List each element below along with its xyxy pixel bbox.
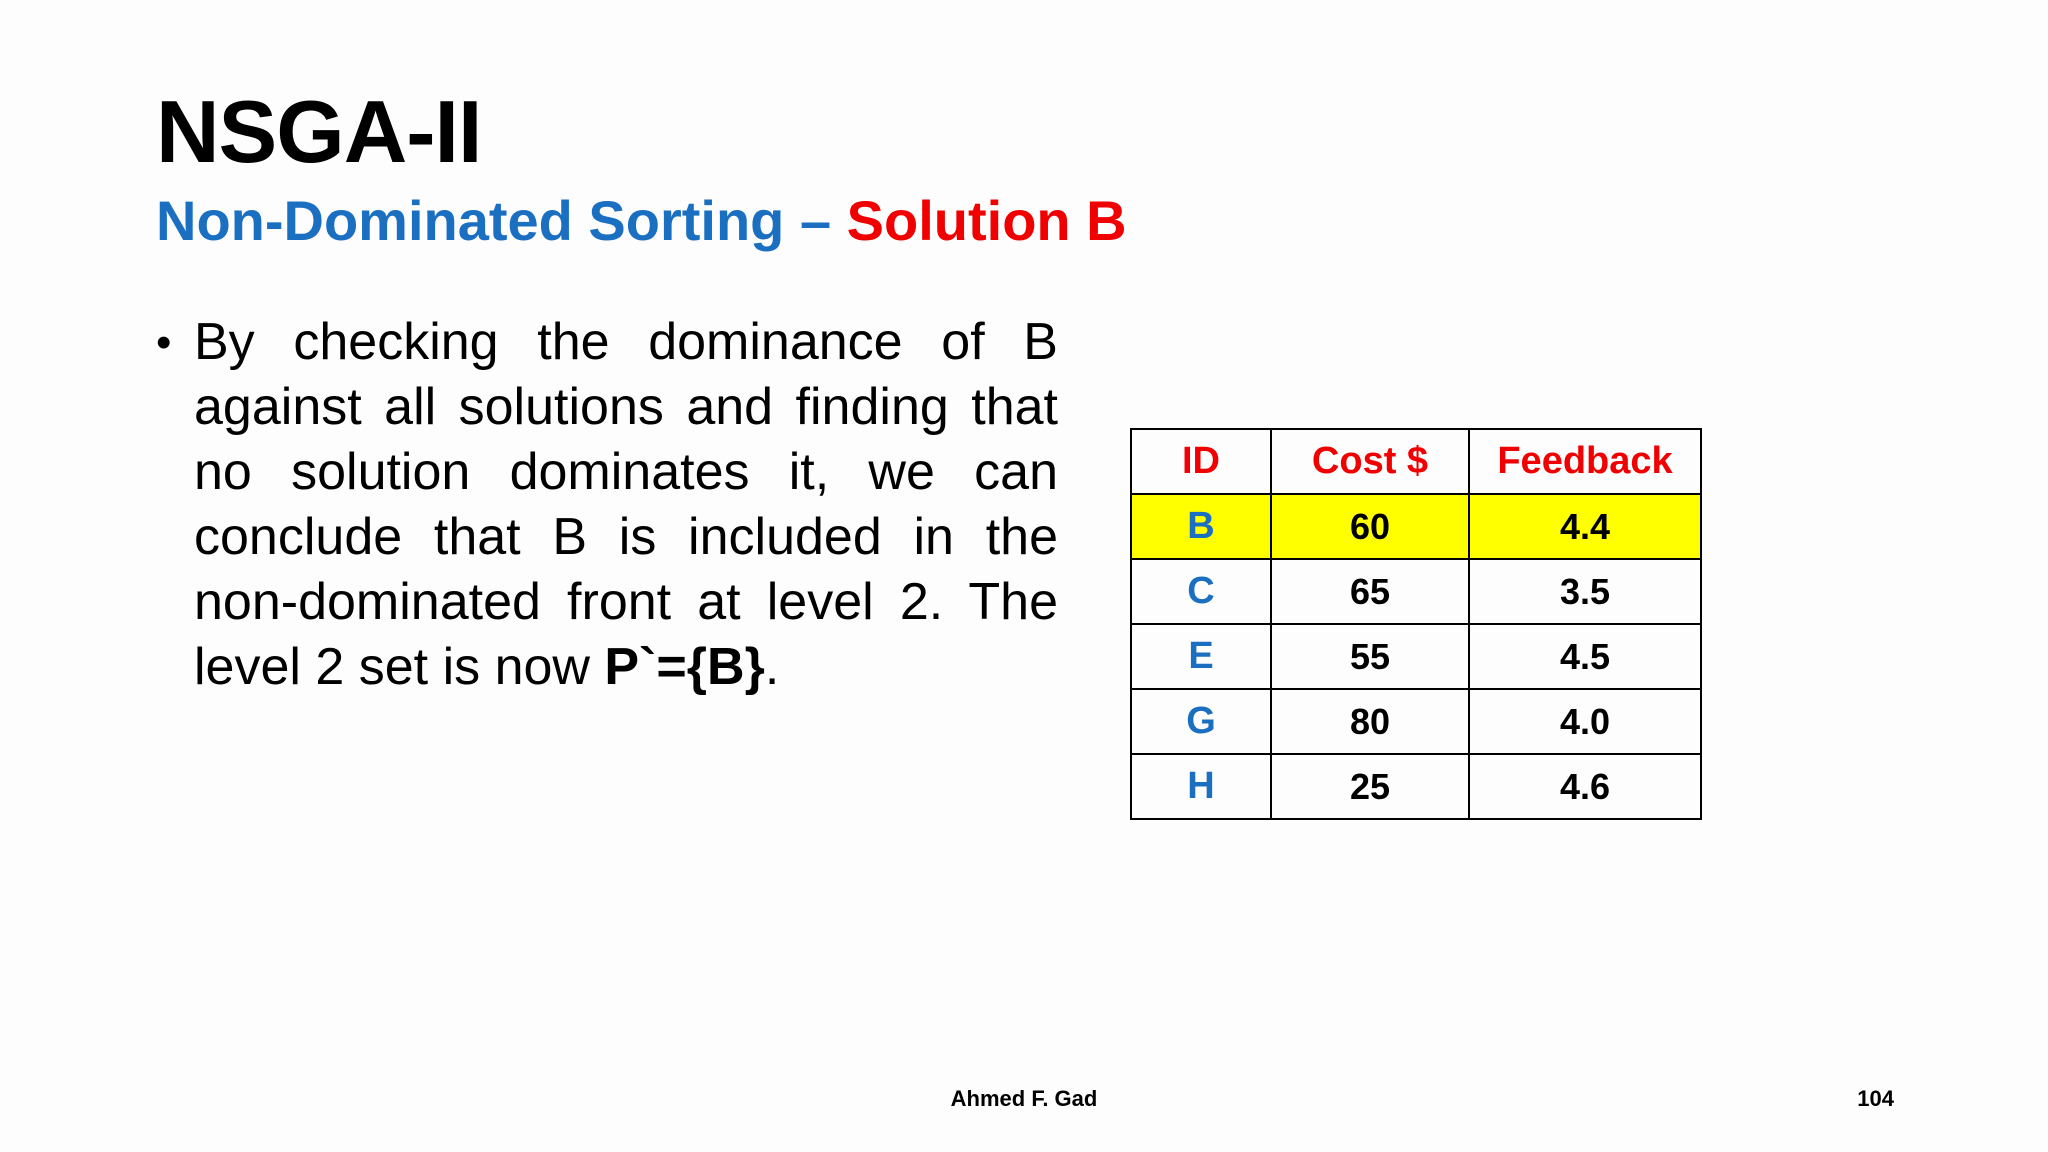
cell-feedback: 4.0 <box>1469 689 1701 754</box>
table-row <box>1131 689 1701 754</box>
bullet-item <box>156 310 1058 700</box>
cell-id: B <box>1131 494 1271 559</box>
cell-feedback: 4.5 <box>1469 624 1701 689</box>
cell-feedback: 4.6 <box>1469 754 1701 819</box>
paragraph-end: . <box>764 638 780 696</box>
table-header-row <box>1131 429 1701 494</box>
cell-cost: 60 <box>1271 494 1469 559</box>
table-row <box>1131 754 1701 819</box>
bullet-paragraph <box>194 310 1058 700</box>
table-row <box>1131 559 1701 624</box>
cell-feedback: 4.4 <box>1469 494 1701 559</box>
cell-cost: 25 <box>1271 754 1469 819</box>
cell-feedback: 3.5 <box>1469 559 1701 624</box>
table-row <box>1131 624 1701 689</box>
slide-subtitle <box>156 190 1127 252</box>
footer-author: Ahmed F. Gad <box>950 1086 1098 1111</box>
cell-id: C <box>1131 559 1271 624</box>
cell-cost: 80 <box>1271 689 1469 754</box>
paragraph-text: By checking the dominance of B against all solutions and finding that no solution dominates it, we can conclude that B is included in the non-dominated front at level 2. The level 2 set is now <box>194 313 1058 696</box>
cell-cost: 65 <box>1271 559 1469 624</box>
header-cost: Cost $ <box>1271 429 1469 494</box>
header-id: ID <box>1131 429 1271 494</box>
subtitle-solution: Solution B <box>846 189 1127 252</box>
slide-title: NSGA-II <box>156 82 482 181</box>
solutions-table <box>1130 428 1702 820</box>
bullet-symbol: • <box>156 318 172 367</box>
cell-id: E <box>1131 624 1271 689</box>
page-number: 104 <box>1857 1086 1894 1111</box>
cell-id: H <box>1131 754 1271 819</box>
subtitle-topic: Non-Dominated Sorting – <box>156 189 832 252</box>
table-row-highlighted <box>1131 494 1701 559</box>
paragraph-set: P`={B} <box>604 638 765 696</box>
cell-id: G <box>1131 689 1271 754</box>
header-feedback: Feedback <box>1469 429 1701 494</box>
cell-cost: 55 <box>1271 624 1469 689</box>
